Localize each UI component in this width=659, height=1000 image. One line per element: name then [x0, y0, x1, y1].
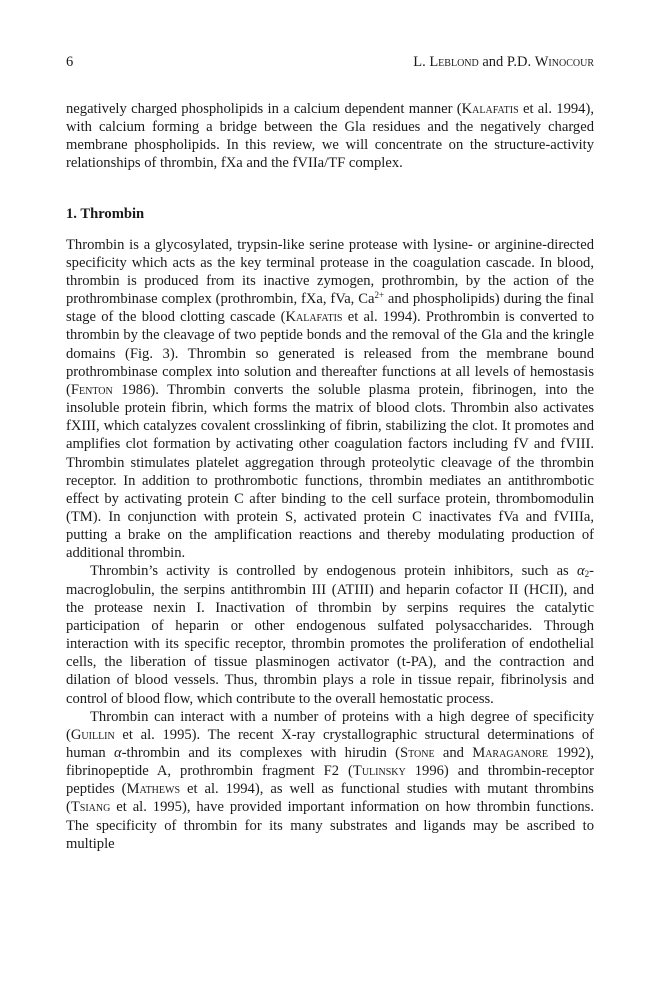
paragraph-1: Thrombin is a glycosylated, trypsin-like serine protease with lysine- or arginine-directed specificity which acts as the key terminal protease in the coagulation cascade. In blood, thrombin is produced from its inactive zymogen, prothrombin, by the action of the prothrombinase complex (prothrombin, fXa, fVa, $Ca^{2+}$ and phospholipids) during the final stage of the blood clotting cascade (Kalafatis et al. 1994). Prothrombin is converted to thrombin by the cleavage of two peptide bonds and the removal of the Gla and the kringle domains (Fig. 3). Thrombin so generated is released from the membrane bound prothrombinase complex into solution and thereafter functions at all levels of hemostasis (Fenton 1986). Thrombin converts the soluble plasma protein, fibrinogen, into the insoluble protein fibrin, which forms the matrix of blood clots. Thrombin also activates fXIII, which catalyzes covalent crosslinking of fibrin, stabilizing the clot. It promotes and amplifies clot formation by activating other coagulation factors including fV and fVIII. Thrombin stimulates platelet aggregation through proteolytic cleavage of the thrombin receptor. In addition to prothrombotic functions, thrombin mediates an antithrombotic effect by activating protein C after binding to the cell surface protein, thrombomodulin (TM). In conjunction with protein S, activated protein C inactivates fVa and fVIIIa, putting a brake on the amplification reactions and thereby modulating production of additional thrombin. [66, 236, 594, 562]
intro-paragraph: negatively charged phospholipids in a calcium dependent manner (Kalafatis et al. 1994), with calcium forming a bridge between the Gla residues and the negatively charged membrane phospholipids. In this review, we will concentrate on the structure-activity relationships of thrombin, fXa and the fVIIa/TF complex. [66, 101, 594, 172]
citation: Guillin [70, 726, 115, 743]
citation: Tsiang [70, 799, 111, 816]
citation: Fenton [70, 381, 113, 398]
page [66, 52, 594, 853]
citation: Stone [399, 745, 435, 761]
page-number: 6 [66, 54, 74, 70]
citation: Tulinsky [352, 763, 406, 780]
paragraph-2: Thrombin’s activity is controlled by endogenous protein inhibitors, such as $\alpha_2$-macroglobulin, the serpins antithrombin III (ATIII) and heparin cofactor II (HCII), and the protease nexin I. Inactivation of thrombin by serpins requires the catalytic participation of heparin or other endogenous sulfated polysaccharides. Through interaction with its specific receptor, thrombin promotes the proliferation of endothelial cells, the liberation of tissue plasminogen activator (t-PA), and the contraction and dilation of blood vessels. Thus, thrombin plays a role in tissue repair, fibrinolysis and control of blood flow, which contribute to the overall hemostatic process. [66, 563, 594, 707]
section-heading: 1. Thrombin [66, 205, 145, 222]
citation: Kalafatis [461, 101, 519, 117]
running-header [66, 52, 594, 72]
citation: Maraganore [472, 745, 548, 761]
running-header-authors: L. Leblond and P.D. Winocour [413, 54, 594, 70]
citation: Mathews [126, 781, 181, 798]
paragraph-3: Thrombin can interact with a number of proteins with a high degree of specificity (Guillin et al. 1995). The recent X-ray crystallographic structural determinations of human α-thrombin and its complexes with hirudin (Stone and Maraganore 1992), fibrinopeptide A, prothrombin fragment F2 (Tulinsky 1996) and thrombin-receptor peptides (Mathews et al. 1994), as well as functional studies with mutant thrombins (Tsiang et al. 1995), have provided important information on how thrombin functions. The specificity of thrombin for its many substrates and ligands may be ascribed to multiple [66, 708, 594, 852]
citation: Kalafatis [285, 309, 343, 326]
